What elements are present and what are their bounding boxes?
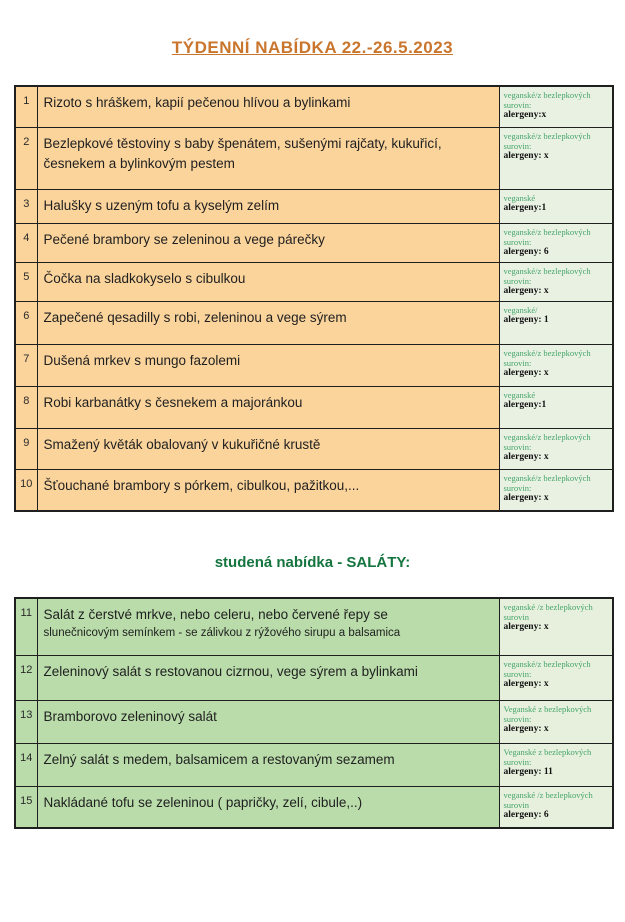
dish-name: Halušky s uzeným tofu a kyselým zelím [43, 197, 280, 213]
table-row [15, 127, 613, 189]
hot-menu-table [14, 85, 614, 512]
diet-label: veganské/z bezlepkových surovin: [503, 130, 591, 151]
table-row [15, 302, 613, 345]
row-number: 5 [15, 262, 37, 301]
diet-info-cell [499, 429, 613, 470]
row-number: 14 [15, 744, 37, 787]
dish-name: Rizoto s hráškem, kapií pečenou hlívou a bylinkami [43, 95, 351, 110]
dish-cell [37, 387, 499, 429]
dish-name: Bezlepkové těstoviny s baby špenátem, sušenými rajčaty, kukuřicí, česnekem a bylinkovým pestem [43, 135, 442, 171]
diet-info-cell [499, 345, 613, 387]
dish-cell [37, 189, 499, 223]
allergen-info: alergeny: x [503, 368, 549, 379]
diet-info-cell [499, 744, 613, 787]
table-row [15, 787, 613, 828]
row-number: 8 [15, 387, 37, 429]
dish-name-secondary: slunečnicovým semínkem - se zálivkou z rýžového sirupu a balsamica [43, 626, 401, 639]
allergen-info: alergeny: x [503, 621, 549, 632]
allergen-info: alergeny: x [503, 452, 549, 463]
table-row [15, 598, 613, 656]
row-number: 2 [15, 127, 37, 189]
table-row [15, 656, 613, 701]
allergen-info: alergeny: x [503, 150, 549, 161]
dish-name: Zapečené qesadilly s robi, zeleninou a vege sýrem [43, 310, 347, 325]
table-row [15, 86, 613, 127]
row-number: 1 [15, 86, 37, 127]
table-row [15, 189, 613, 223]
row-number: 13 [15, 701, 37, 744]
diet-info-cell [499, 127, 613, 189]
allergen-info: alergeny:1 [503, 202, 547, 213]
allergen-info: alergeny: x [503, 286, 549, 297]
diet-info-cell [499, 86, 613, 127]
dish-name: Čočka na sladkokyselo s cibulkou [43, 270, 246, 286]
allergen-info: alergeny: x [503, 493, 549, 504]
row-number: 10 [15, 470, 37, 511]
diet-info-cell [499, 223, 613, 262]
dish-name: Smažený květák obalovaný v kukuřičné krustě [43, 437, 321, 452]
allergen-info: alergeny: 1 [503, 315, 549, 326]
table-row [15, 262, 613, 301]
diet-info-cell [499, 470, 613, 511]
row-number: 15 [15, 787, 37, 828]
table-row [15, 387, 613, 429]
allergen-info: alergeny: 11 [503, 767, 553, 778]
dish-name: Salát z čerstvé mrkve, nebo celeru, nebo červené řepy se [43, 606, 388, 622]
table-row [15, 701, 613, 744]
table-row [15, 429, 613, 470]
table-row [15, 744, 613, 787]
diet-label: veganské/z bezlepkových surovin: [503, 473, 591, 494]
dish-name: Nakládané tofu se zeleninou ( papričky, zelí, cibule,..) [43, 795, 363, 810]
diet-info-cell [499, 262, 613, 301]
page-title: TÝDENNÍ NABÍDKA 22.-26.5.2023 [171, 38, 454, 57]
diet-label: veganské [503, 192, 536, 203]
diet-info-cell [499, 656, 613, 701]
allergen-info: alergeny: x [503, 679, 549, 690]
allergen-info: alergeny:x [503, 110, 547, 121]
diet-info-cell [499, 787, 613, 828]
section-title-salads: studená nabídka - SALÁTY: [214, 553, 411, 571]
menu-document [0, 38, 625, 922]
diet-label: veganské/z bezlepkových surovin: [503, 659, 591, 680]
diet-label: veganské/z bezlepkových surovin: [503, 226, 591, 247]
table-row [15, 223, 613, 262]
diet-label: veganské /z bezlepkových surovin [503, 790, 593, 811]
table-row [15, 345, 613, 387]
dish-cell [37, 656, 499, 701]
dish-cell [37, 744, 499, 787]
diet-label: Veganské z bezlepkových surovin: [503, 704, 592, 725]
allergen-info: alergeny: x [503, 724, 549, 735]
row-number: 11 [15, 598, 37, 656]
diet-info-cell [499, 189, 613, 223]
allergen-info: alergeny:1 [503, 400, 547, 411]
dish-cell [37, 787, 499, 828]
dish-name: Zelný salát s medem, balsamicem a restovaným sezamem [43, 752, 395, 767]
dish-cell [37, 86, 499, 127]
allergen-info: alergeny: 6 [503, 246, 549, 257]
dish-name: Pečené brambory se zeleninou a vege párečky [43, 231, 325, 247]
diet-label: veganské/z bezlepkových surovin: [503, 432, 591, 453]
diet-info-cell [499, 598, 613, 656]
dish-cell [37, 598, 499, 656]
diet-label: veganské /z bezlepkových surovin [503, 601, 593, 622]
dish-name: Zeleninový salát s restovanou cizrnou, vege sýrem a bylinkami [43, 664, 418, 679]
allergen-info: alergeny: 6 [503, 810, 549, 821]
dish-name: Robi karbanátky s česnekem a majoránkou [43, 395, 303, 410]
table-row [15, 470, 613, 511]
diet-label: veganské/z bezlepkových surovin: [503, 265, 591, 286]
salads-menu-table [14, 597, 614, 829]
diet-label: veganské/ [503, 305, 538, 315]
dish-cell [37, 345, 499, 387]
dish-cell [37, 127, 499, 189]
dish-cell [37, 470, 499, 511]
row-number: 6 [15, 302, 37, 345]
dish-cell [37, 223, 499, 262]
diet-info-cell [499, 701, 613, 744]
diet-info-cell [499, 302, 613, 345]
diet-label: Veganské z bezlepkových surovin: [503, 747, 592, 768]
dish-name: Dušená mrkev s mungo fazolemi [43, 353, 241, 368]
diet-label: veganské [503, 390, 536, 400]
row-number: 12 [15, 656, 37, 701]
dish-cell [37, 429, 499, 470]
row-number: 4 [15, 223, 37, 262]
row-number: 7 [15, 345, 37, 387]
dish-name: Šťouchané brambory s pórkem, cibulkou, pažitkou,... [43, 478, 360, 493]
dish-cell [37, 262, 499, 301]
dish-cell [37, 302, 499, 345]
row-number: 3 [15, 189, 37, 223]
dish-cell [37, 701, 499, 744]
dish-name: Bramborovo zeleninový salát [43, 709, 217, 724]
diet-info-cell [499, 387, 613, 429]
row-number: 9 [15, 429, 37, 470]
diet-label: veganské/z bezlepkových surovin: [503, 348, 591, 369]
diet-label: veganské/z bezlepkových surovin: [503, 90, 591, 111]
